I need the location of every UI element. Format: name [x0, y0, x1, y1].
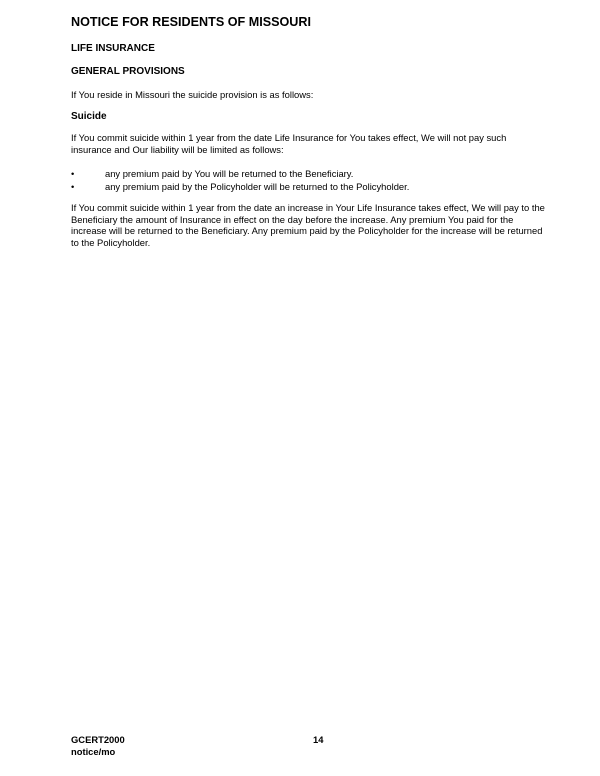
list-item [71, 180, 409, 193]
page-title: NOTICE FOR RESIDENTS OF MISSOURI [71, 15, 311, 29]
list-item-text: any premium paid by the Policyholder will be returned to the Policyholder. [105, 181, 410, 192]
intro-paragraph: If You reside in Missouri the suicide provision is as follows: [71, 89, 314, 100]
subsection-heading-general-provisions: GENERAL PROVISIONS [71, 66, 185, 77]
form-subcode: notice/mo [71, 746, 116, 757]
list-item [71, 167, 409, 180]
footer-form-code [71, 734, 125, 758]
list-item-text: any premium paid by You will be returned to the Beneficiary. [105, 168, 354, 179]
form-code: GCERT2000 [71, 734, 125, 745]
increase-paragraph: If You commit suicide within 1 year from the date an increase in Your Life Insurance takes effect, We will pay to the Beneficiary the amount of Insurance in effect on the day before the increase. Any premium You paid for the increase will be returned to the Beneficiary. Any premium paid by the Policyholder for the increase will be returned to the Policyholder. [71, 202, 545, 248]
liability-bullet-list [71, 167, 409, 193]
suicide-heading: Suicide [71, 111, 107, 122]
bullet-icon: • [71, 181, 75, 192]
bullet-icon: • [71, 168, 75, 179]
suicide-paragraph: If You commit suicide within 1 year from the date Life Insurance for You takes effect, We will not pay such insurance and Our liability will be limited as follows: [71, 132, 507, 155]
page-number: 14 [313, 734, 324, 745]
section-heading-life-insurance: LIFE INSURANCE [71, 43, 155, 54]
